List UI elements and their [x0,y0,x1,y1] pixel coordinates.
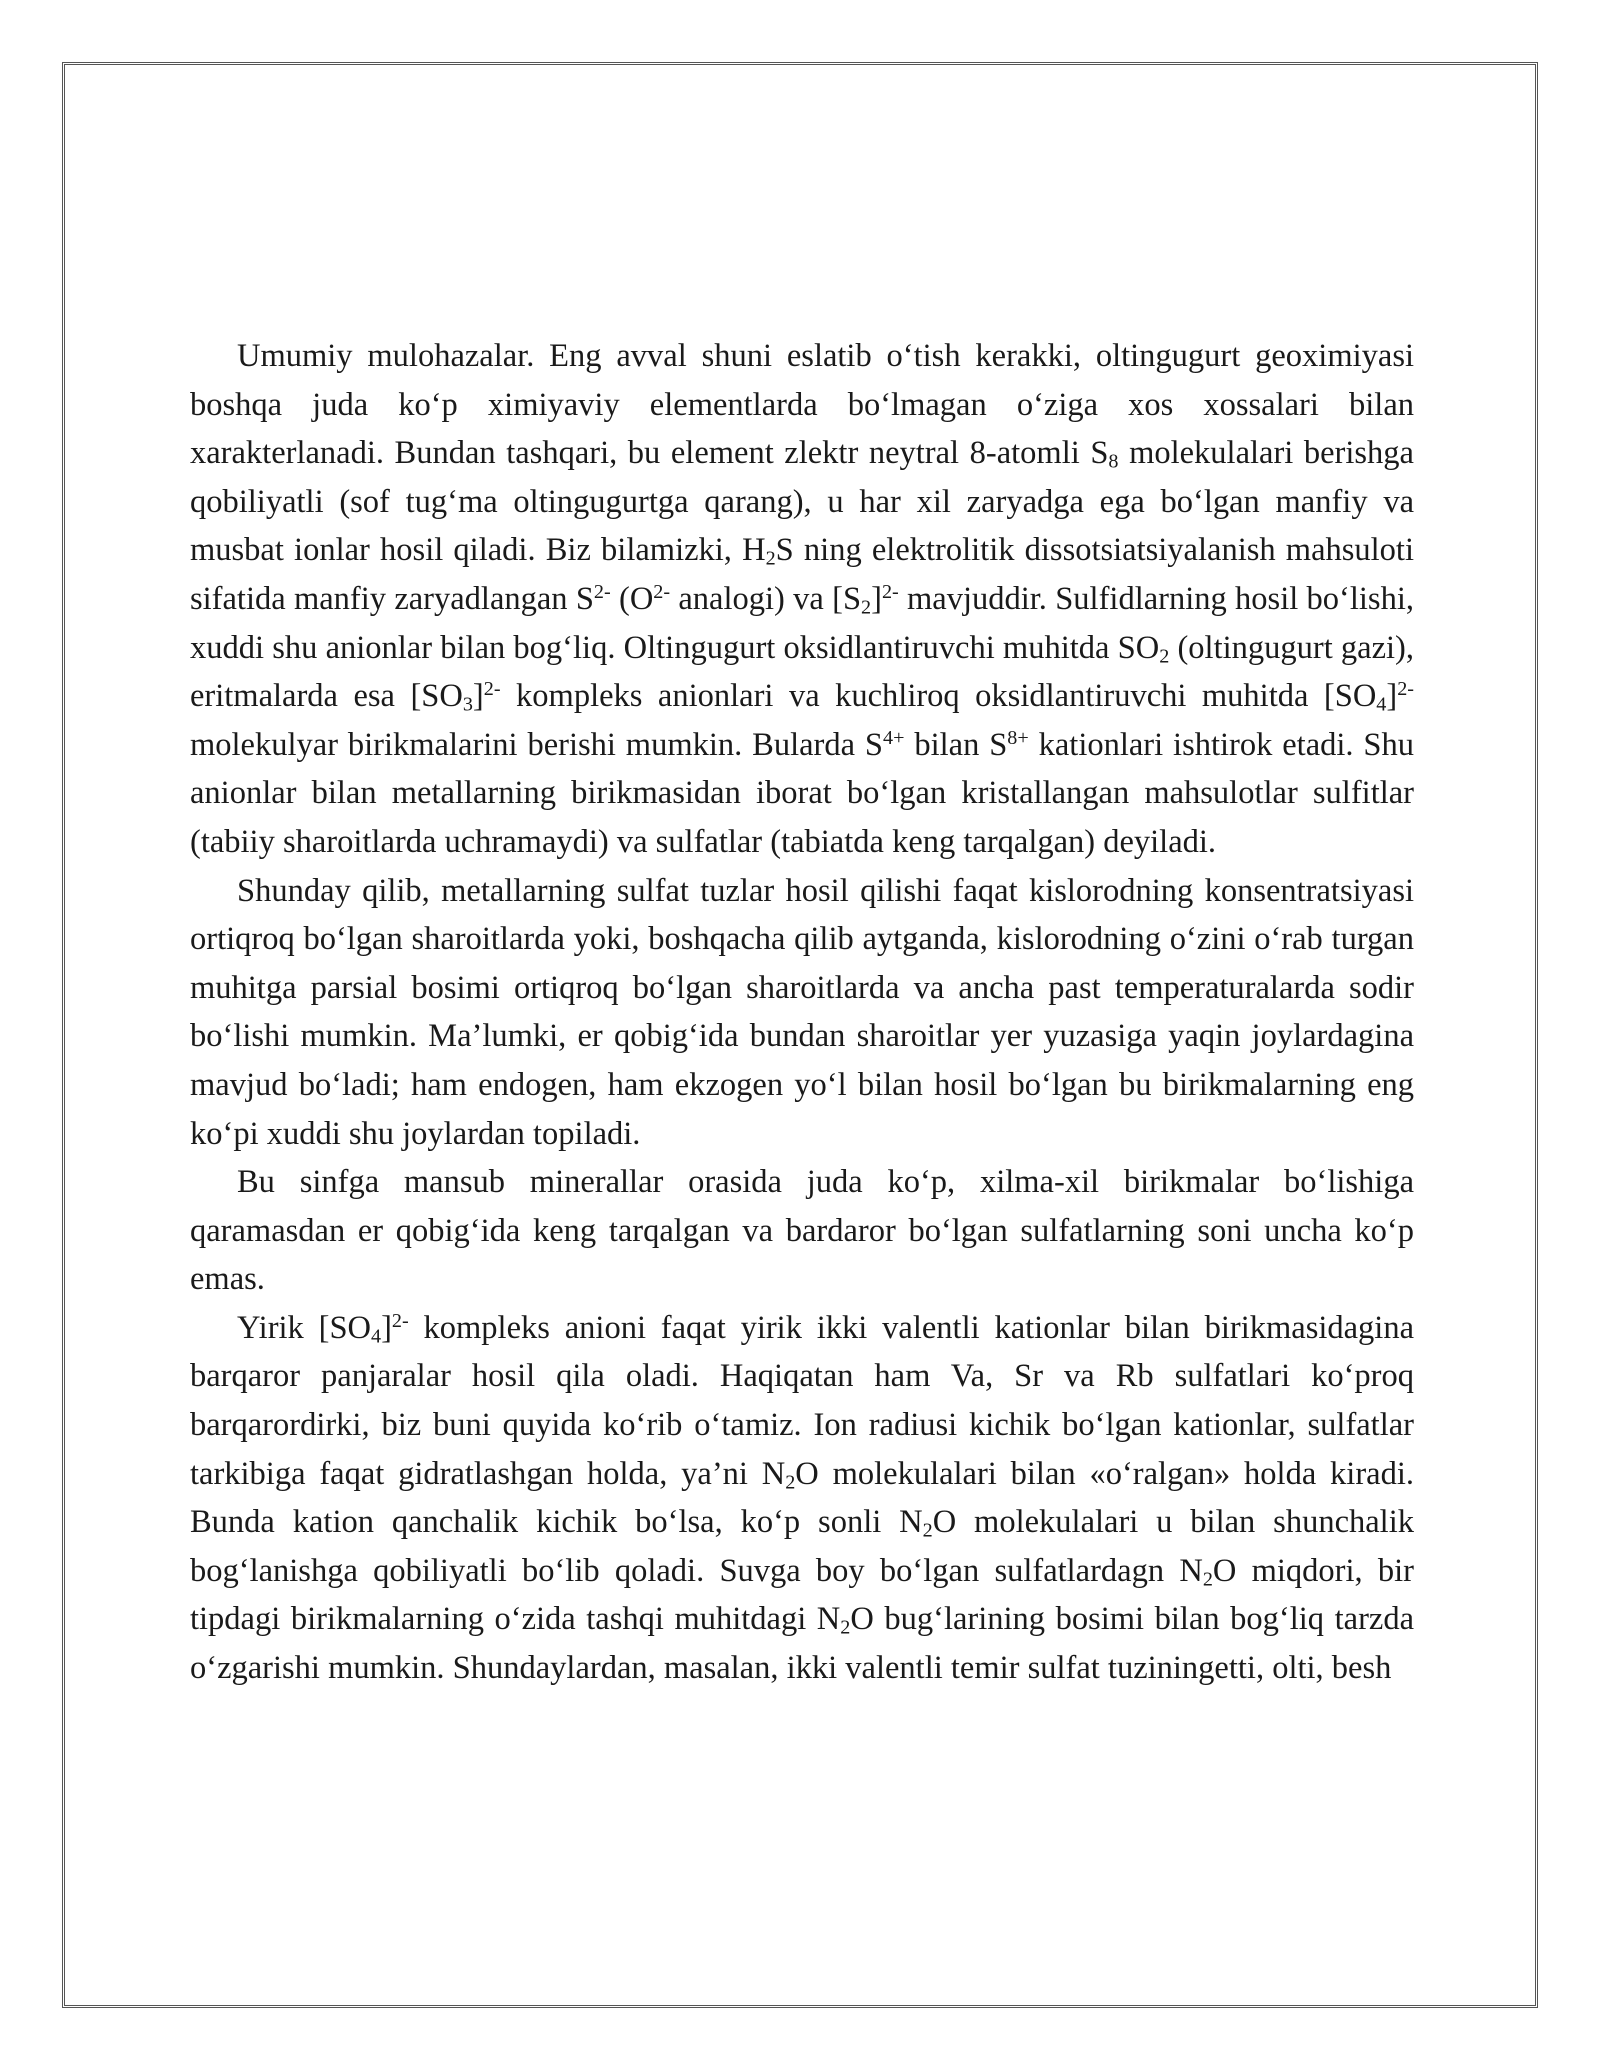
text-run: kompleks anionlari va kuchliroq oksidlantiruvchi muhitda [SO [500,678,1377,715]
text-run: Bu sinfga mansub minerallar orasida juda ko‘p, xilma-xil birikmalar bo‘lishiga qaramasdan er qobig‘ida keng tarqalgan va bardaror bo‘lgan sulfatlarning soni uncha ko‘p emas. [190,1164,1414,1298]
subscript: 3 [462,693,473,716]
text-run: ] [381,1309,392,1346]
text-run: O molekulalari u bilan shunchalik bog‘lanishga qobiliyatli bo‘lib qoladi. Suvga boy bo‘lgan sulfatlardagn N [190,1504,1414,1589]
text-run: O bug‘larining bosimi bilan bog‘liq tarzda o‘zgarishi mumkin. Shundaylardan, masalan, ikki valentli temir sulfat tuziningetti, olti, besh [190,1601,1414,1687]
superscript: 2- [391,1309,409,1332]
superscript: 8+ [1007,726,1029,749]
text-run: ] [472,678,484,715]
text-run: ] [1386,678,1398,715]
text-run: O molekulalari bilan «o‘ralgan» holda kiradi. Bunda kation qanchalik kichik bo‘lsa, ko‘p sonli N [190,1455,1414,1541]
superscript: 2- [653,580,671,603]
subscript: 4 [371,1325,382,1348]
subscript: 4 [1376,693,1387,716]
subscript: 2 [1159,644,1170,667]
subscript: 2 [840,1616,851,1639]
text-run: S ning elektrolitik dissotsiatsiyalanish mahsuloti sifatida manfiy zaryadlangan S [190,532,1414,617]
body-text [190,332,1414,1693]
subscript: 2 [785,1471,796,1494]
paragraph-1 [190,332,1414,867]
subscript: 2 [922,1519,933,1542]
subscript: 2 [765,547,776,570]
subscript: 2 [1202,1568,1213,1591]
text-run: kationlari ishtirok etadi. Shu anionlar bilan metallarning birikmasidan iborat bo‘lgan kristallangan mahsulotlar sulfitlar (tabiiy sharoitlarda uchramaydi) va sulfatlar (tabiatda keng tarqalgan) deyiladi. [190,726,1415,860]
text-run: Shunday qilib, metallarning sulfat tuzlar hosil qilishi faqat kislorodning konsentratsiyasi ortiqroq bo‘lgan sharoitlarda yoki, boshqacha qilib aytganda, kislorodning o‘zini o‘rab turgan muhitga parsial bosimi ortiqroq bo‘lgan sharoitlarda va ancha past temperaturalarda sodir bo‘lishi mumkin. Ma’lumki, er qobig‘ida bundan sharoitlar yer yuzasiga yaqin joylardagina mavjud bo‘ladi; ham endogen, ham ekzogen yo‘l bilan hosil bo‘lgan bu birikmalarning eng ko‘pi xuddi shu joylardan topiladi. [190,872,1414,1152]
text-run: Yirik [SO [237,1309,372,1346]
text-run: analogi) va [S [670,580,862,617]
text-run: ] [871,580,882,617]
text-run: bilan S [904,726,1008,763]
text-run: O miqdori, bir tipdagi birikmalarning o‘zida tashqi muhitdagi N [190,1552,1414,1638]
text-run: mavjuddir. Sulfidlarning hosil bo‘lishi, xuddi shu anionlar bilan bog‘liq. Oltingugurt oksidlantiruvchi muhitda SO [190,580,1414,666]
text-run: molekulalari berishga qobiliyatli (sof tug‘ma oltingugurtga qarang), u har xil zaryadga ega bo‘lgan manfiy va musbat ionlar hosil qiladi. Biz bilamizki, H [190,435,1414,569]
text-run: kompleks anioni faqat yirik ikki valentli kationlar bilan birikmasidagina barqaror panjaralar hosil qila oladi. Haqiqatan ham Va, Sr va Rb sulfatlari ko‘proq barqarordirki, biz buni quyida ko‘rib o‘tamiz. Ion radiusi kichik bo‘lgan kationlar, sulfatlar tarkibiga faqat gidratlashgan holda, ya’ni N [190,1309,1414,1492]
subscript: 8 [1108,450,1119,473]
paragraph-2 [190,867,1414,1159]
text-run: (oltingugurt gazi), eritmalarda esa [SO [190,629,1415,715]
superscript: 2- [881,580,899,603]
text-run: molekulyar birikmalarini berishi mumkin. Bularda S [190,726,884,763]
text-run: (O [610,580,654,617]
superscript: 2- [593,580,611,603]
subscript: 2 [861,596,872,619]
superscript: 2- [483,678,501,701]
paragraph-4 [190,1304,1414,1693]
text-run: Umumiy mulohazalar. Eng avval shuni eslatib o‘tish kerakki, oltingugurt geoximiyasi boshqa juda ko‘p ximiyaviy elementlarda bo‘lmagan o‘ziga xos xossalari bilan xarakterlanadi. Bundan tashqari, bu element zlektr neytral 8-atomli S [190,338,1414,472]
superscript: 4+ [883,726,905,749]
paragraph-3 [190,1158,1414,1304]
superscript: 2- [1397,678,1414,701]
